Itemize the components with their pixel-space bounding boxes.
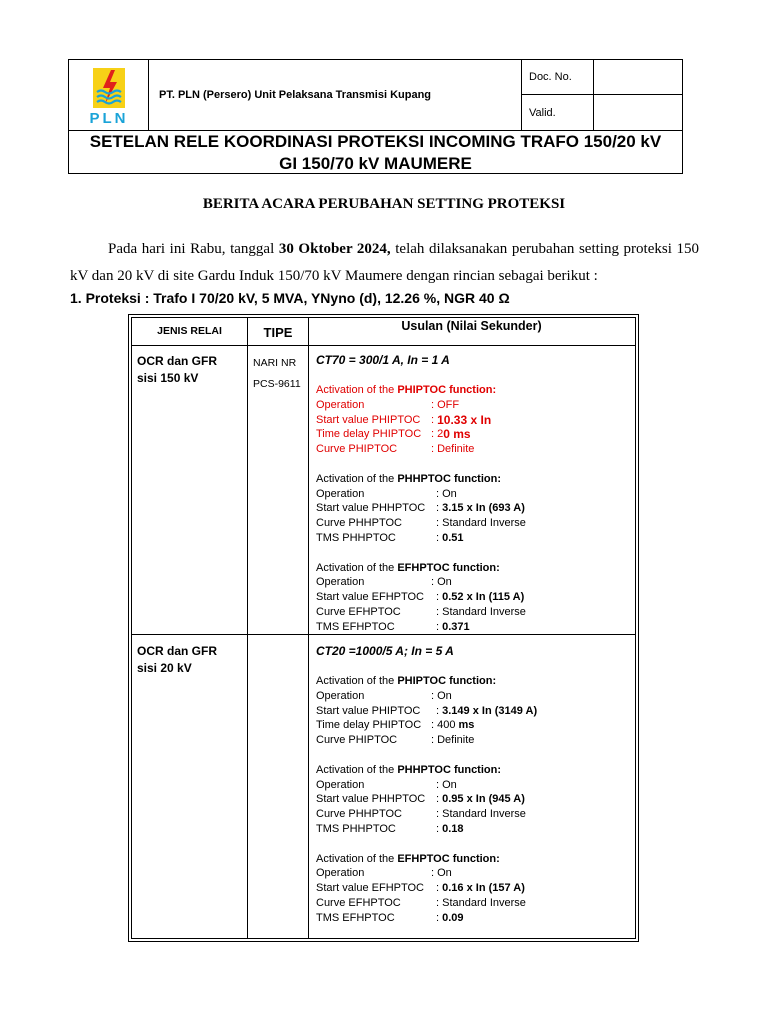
setting-value-bold: 10.33 x In xyxy=(437,412,492,427)
doc-no-label: Doc. No. xyxy=(522,60,594,94)
valid-label: Valid. xyxy=(522,95,594,130)
setting-key: Time delay PHIPTOC xyxy=(316,719,422,732)
setting-value: : xyxy=(436,882,443,895)
setting-key: Start value PHIPTOC xyxy=(316,413,421,426)
intro-text-a: Pada hari ini Rabu, tanggal xyxy=(108,241,279,257)
row-2-phhptoc-block xyxy=(316,763,634,837)
row-1-efhptoc-function: EFHPTOC function: xyxy=(397,561,500,574)
setting-value: : Standard Inverse xyxy=(436,808,526,821)
column-header-jenis: JENIS RELAI xyxy=(157,325,222,337)
org-name: PT. PLN (Persero) Unit Pelaksana Transmisi Kupang xyxy=(149,60,522,130)
setting-value: : 400 xyxy=(431,719,459,732)
row-2-phhptoc-title: Activation of the xyxy=(316,763,398,776)
logo-text: PLN xyxy=(89,110,129,127)
setting-value: : OFF xyxy=(431,398,460,411)
pln-logo-icon xyxy=(91,66,127,110)
row-2-phiptoc-title: Activation of the xyxy=(316,675,398,687)
setting-value: : xyxy=(431,413,438,426)
settings-table xyxy=(128,314,639,942)
setting-value-bold: 0.09 xyxy=(442,911,464,924)
setting-value: : Definite xyxy=(431,443,475,456)
setting-key: Operation xyxy=(316,576,365,589)
row-1-jenis-line-2: sisi 150 kV xyxy=(137,371,199,385)
row-1-phhptoc-title: Activation of the xyxy=(316,472,398,485)
setting-key: Time delay PHIPTOC xyxy=(316,428,422,441)
document-title xyxy=(69,130,682,174)
setting-value: : xyxy=(436,822,443,835)
row-2-phiptoc-block xyxy=(316,674,634,748)
row-1-tipe-line-2: PCS-9611 xyxy=(253,378,301,390)
row-1-jenis-line-1: OCR dan GFR xyxy=(137,354,217,368)
intro-date: 30 Oktober 2024, xyxy=(278,241,391,257)
setting-value: : On xyxy=(436,778,457,791)
setting-value-bold: 0.371 xyxy=(442,620,470,633)
row-1-phiptoc-function: PHIPTOC function: xyxy=(397,384,497,396)
setting-key: Curve PHHPTOC xyxy=(316,517,402,530)
row-2-ct-ratio: CT20 =1000/5 A; In = 5 A xyxy=(316,644,454,658)
setting-key: Curve PHIPTOC xyxy=(316,734,398,747)
setting-value: : On xyxy=(431,867,452,880)
setting-key: Operation xyxy=(316,867,365,880)
setting-value: : Standard Inverse xyxy=(436,605,526,618)
section-1-heading: 1. Proteksi : Trafo I 70/20 kV, 5 MVA, YNyno (d), 12.26 %, NGR 40 Ω xyxy=(70,290,510,306)
setting-key: TMS EFHPTOC xyxy=(316,911,395,924)
document-header xyxy=(68,59,683,174)
doc-info-grid xyxy=(522,60,683,130)
row-1-phhptoc-function: PHHPTOC function: xyxy=(397,472,502,485)
title-line-1: SETELAN RELE KOORDINASI PROTEKSI INCOMING TRAFO 150/20 kV xyxy=(89,132,662,151)
setting-key: Curve PHHPTOC xyxy=(316,808,402,821)
setting-key: Start value PHHPTOC xyxy=(316,793,426,806)
setting-value-bold: 0 ms xyxy=(443,427,471,442)
setting-value: : 2 xyxy=(431,428,444,441)
row-2-efhptoc-function: EFHPTOC function: xyxy=(397,852,500,865)
setting-key: Start value EFHPTOC xyxy=(316,591,424,604)
row-1-jenis xyxy=(137,353,217,387)
row-2-efhptoc-title: Activation of the xyxy=(316,852,398,865)
column-header-usulan: Usulan (Nilai Sekunder) xyxy=(401,319,542,333)
setting-value: : Definite xyxy=(431,734,475,747)
setting-value-bold: 3.149 x In (3149 A) xyxy=(442,704,538,717)
row-2-phhptoc-function: PHHPTOC function: xyxy=(397,763,502,776)
setting-key: Curve PHIPTOC xyxy=(316,443,398,456)
setting-value-bold: 0.16 x In (157 A) xyxy=(442,882,525,895)
row-1-settings xyxy=(316,353,634,635)
column-header-tipe: TIPE xyxy=(263,325,293,340)
setting-value: : On xyxy=(436,487,457,500)
setting-value: : xyxy=(436,502,443,515)
setting-key: TMS PHHPTOC xyxy=(316,822,396,835)
setting-value-bold: 0.18 xyxy=(442,822,464,835)
title-line-2: GI 150/70 kV MAUMERE xyxy=(279,154,472,173)
setting-key: Operation xyxy=(316,398,365,411)
setting-key: Start value EFHPTOC xyxy=(316,882,424,895)
setting-value: : Standard Inverse xyxy=(436,896,526,909)
row-1-tipe-line-1: NARI NR xyxy=(253,357,297,369)
setting-key: Start value PHIPTOC xyxy=(316,704,421,717)
intro-paragraph xyxy=(70,236,699,290)
minutes-heading: BERITA ACARA PERUBAHAN SETTING PROTEKSI xyxy=(202,196,566,212)
setting-key: Operation xyxy=(316,778,365,791)
setting-key: Start value PHHPTOC xyxy=(316,502,426,515)
row-2-phiptoc-function: PHIPTOC function: xyxy=(397,675,497,687)
row-1-efhptoc-block xyxy=(316,561,634,635)
row-2-jenis-line-1: OCR dan GFR xyxy=(137,644,217,658)
intro-text-b: telah dilaksanakan perubahan setting proteksi 150 kV dan 20 kV di site Gardu Induk 150/70 kV Maumere dengan rincian sebagai berikut : xyxy=(70,241,699,284)
setting-value-bold: 0.52 x In (115 A) xyxy=(442,591,525,604)
setting-value: : On xyxy=(431,689,452,702)
row-1-ct-ratio: CT70 = 300/1 A, In = 1 A xyxy=(316,353,450,367)
setting-key: Operation xyxy=(316,487,365,500)
row-1-phiptoc-title: Activation of the xyxy=(316,384,398,396)
row-1-phhptoc-block xyxy=(316,472,634,546)
setting-value: : xyxy=(436,531,443,544)
setting-key: TMS EFHPTOC xyxy=(316,620,395,633)
row-2-settings xyxy=(316,644,634,926)
setting-key: TMS PHHPTOC xyxy=(316,531,396,544)
setting-value: : Standard Inverse xyxy=(436,517,526,530)
row-1-tipe xyxy=(253,353,301,395)
logo-cell xyxy=(69,60,149,130)
setting-key: Operation xyxy=(316,689,365,702)
row-1-phiptoc-block xyxy=(316,383,634,457)
setting-value: : xyxy=(436,620,443,633)
row-2-efhptoc-block xyxy=(316,852,634,926)
row-2-jenis xyxy=(137,643,217,677)
setting-value-bold: 0.51 xyxy=(442,531,464,544)
setting-value: : xyxy=(436,591,443,604)
setting-value-bold: 0.95 x In (945 A) xyxy=(442,793,525,806)
setting-key: Curve EFHPTOC xyxy=(316,896,401,909)
row-2-jenis-line-2: sisi 20 kV xyxy=(137,661,192,675)
setting-key: Curve EFHPTOC xyxy=(316,605,401,618)
setting-value: : xyxy=(436,704,443,717)
setting-value: : xyxy=(436,793,443,806)
setting-value: : xyxy=(436,911,443,924)
setting-value: : On xyxy=(431,576,452,589)
setting-value-bold: 3.15 x In (693 A) xyxy=(442,502,525,515)
row-1-efhptoc-title: Activation of the xyxy=(316,561,398,574)
setting-value-bold: ms xyxy=(458,719,475,732)
